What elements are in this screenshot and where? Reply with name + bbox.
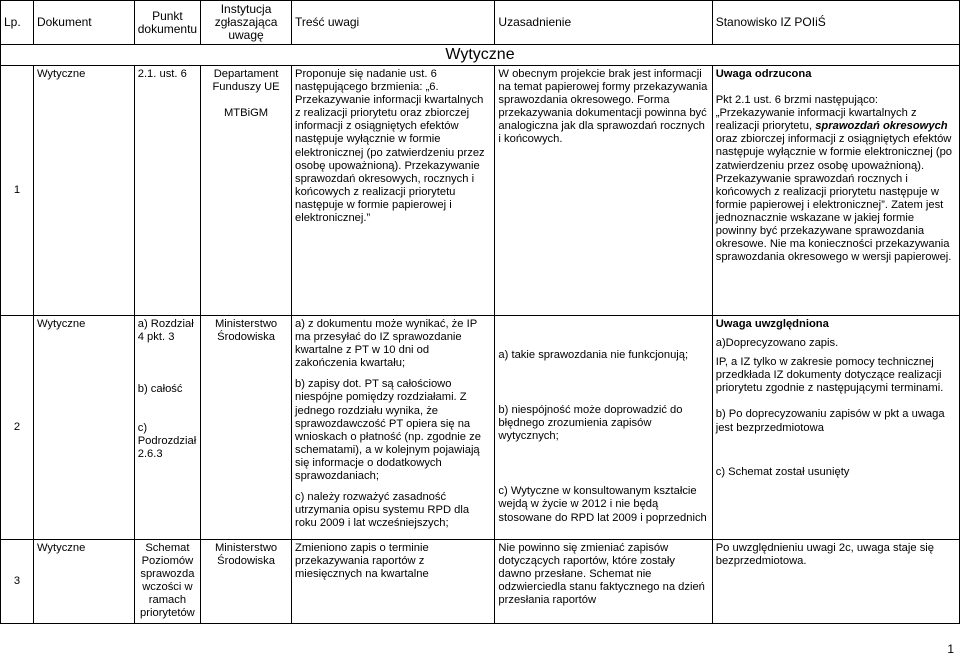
table-row — [1, 540, 960, 624]
header-dokument: Dokument — [33, 1, 134, 45]
punkt-cell: Schemat Poziomów sprawozda wczości w ramach priorytetów — [134, 540, 200, 624]
header-instytucja: Instytucja zgłaszająca uwagę — [201, 1, 292, 45]
instytucja-cell: Ministerstwo Środowiska — [201, 316, 292, 540]
section-row — [1, 45, 960, 66]
header-tresc: Treść uwagi — [291, 1, 494, 45]
tresc-cell — [291, 316, 494, 540]
stanowisko-cell — [712, 66, 959, 316]
stanowisko-ip: IP, a IZ tylko w zakresie pomocy technicznej przedkłada IZ dokumenty dotyczące realizacji priorytetu zgodnie z następującymi terminami. — [715, 356, 944, 395]
stanowisko-text — [716, 94, 956, 264]
uzasadnienie-b: b) niespójność może doprowadzić do błędnego zrozumienia zapisów wytycznych; — [498, 404, 683, 443]
instytucja-name: Departament Funduszy UE — [212, 68, 280, 94]
instytucja-name: MTBiGM — [223, 107, 269, 120]
row-number: 1 — [1, 66, 34, 316]
punkt-cell — [134, 316, 200, 540]
uzasadnienie-cell: Nie powinno się zmieniać zapisów dotyczących raportów, które zostały dawno przesłane. Schemat nie odzwierciedla stanu faktycznego na dzień przesłania raportów — [495, 540, 712, 624]
header-stanowisko: Stanowisko IZ POIiŚ — [712, 1, 959, 45]
uzasadnienie-c: c) Wytyczne w konsultowanym kształcie wejdą w życie w 2012 i nie będą stosowane do RPD lat 2009 i poprzednich — [498, 485, 707, 524]
row-number: 2 — [1, 316, 34, 540]
stanowisko-b: b) Po doprecyzowaniu zapisów w pkt a uwaga jest bezprzedmiotowa — [715, 408, 945, 434]
uzasadnienie-a: a) takie sprawozdania nie funkcjonują; — [498, 349, 689, 361]
dokument-cell: Wytyczne — [33, 540, 134, 624]
uzasadnienie-cell — [495, 316, 712, 540]
tresc-c: c) należy rozważyć zasadność utrzymania opisu systemu RPD dla roku 2009 i lat wcześniejszych; — [294, 491, 470, 530]
stanowisko-a: a)Doprecyzowano zapis. — [715, 337, 839, 350]
header-punkt: Punkt dokumentu — [134, 1, 200, 45]
stanowisko-cell: Po uwzględnieniu uwagi 2c, uwaga staje się bezprzedmiotowa. — [712, 540, 959, 624]
stanowisko-c: c) Schemat został usunięty — [715, 465, 850, 478]
tresc-cell: Proponuje się nadanie ust. 6 następującego brzmienia: „6. Przekazywanie informacji kwartalnych z realizacji priorytetu oraz zbiorczej informacji z osiągniętych efektów następuje wyłącznie w formie elektronicznej (po zatwierdzeniu przez osobę upoważnioną). Przekazywanie sprawozdań okresowych, rocznych i końcowych z realizacji priorytetu następuje w formie papierowej i elektronicznej.” — [291, 66, 494, 316]
punkt-c: c) Podrozdział 2.6.3 — [137, 422, 197, 461]
row-number: 3 — [1, 540, 34, 624]
stanowisko-text-part: oraz zbiorczej informacji z osiągniętych efektów następuje wyłącznie w formie elektronicznej (po zatwierdzeniu przez osobę upoważnioną). Przekazywanie sprawozdań rocznych i końcowych z realizacji priorytetu następuje w formie papierowej i elektronicznej”. Zatem jest jednoznacznie wskazane w jakiej formie powinny być przekazywane sprawozdania okresowe. Nie ma konieczności przekazywania sprawozdania okresowego w wersji papierowej. — [715, 133, 953, 264]
table-row — [1, 316, 960, 540]
punkt-a: a) Rozdział 4 pkt. 3 — [137, 318, 194, 344]
dokument-cell: Wytyczne — [33, 316, 134, 540]
stanowisko-verdict: Uwaga uwzględniona — [715, 318, 829, 330]
tresc-a: a) z dokumentu może wynikać, że IP ma przesyłać do IZ sprawozdanie kwartalne z PT w 10 dni od zakończenia kwartału; — [294, 318, 477, 370]
header-row — [1, 1, 960, 45]
punkt-cell: 2.1. ust. 6 — [134, 66, 200, 316]
section-title: Wytyczne — [1, 45, 960, 66]
stanowisko-text-part: Pkt 2.1 ust. 6 brzmi następująco: „Przekazywanie informacji kwartalnych z realizacji priorytetu, — [715, 94, 917, 133]
header-uzasadnienie: Uzasadnienie — [495, 1, 712, 45]
header-lp: Lp. — [1, 1, 34, 45]
dokument-cell: Wytyczne — [33, 66, 134, 316]
tresc-b: b) zapisy dot. PT są całościowo niespójne pomiędzy rozdziałami. Z jednego rozdziału wynika, że sprawozdawczość PT opiera się na wnioskach o płatność (np. zgodnie ze schematami), a w kolejnym pojawiają się informacje o dodatkowych sprawozdaniach; — [294, 378, 481, 483]
uzasadnienie-cell: W obecnym projekcie brak jest informacji na temat papierowej formy przekazywania sprawozdania okresowego. Forma przekazywania dokumentacji powinna być analogiczna jak dla sprawozdań rocznych i końcowych. — [495, 66, 712, 316]
stanowisko-verdict: Uwaga odrzucona — [715, 68, 812, 80]
page-number: 1 — [947, 642, 954, 656]
stanowisko-cell — [712, 316, 959, 540]
tresc-cell: Zmieniono zapis o terminie przekazywania raportów z miesięcznych na kwartalne — [291, 540, 494, 624]
table-row — [1, 66, 960, 316]
punkt-b: b) całość — [137, 383, 183, 396]
stanowisko-emphasis: sprawozdań okresowych — [815, 120, 948, 133]
instytucja-cell — [201, 66, 292, 316]
instytucja-cell: Ministerstwo Środowiska — [201, 540, 292, 624]
